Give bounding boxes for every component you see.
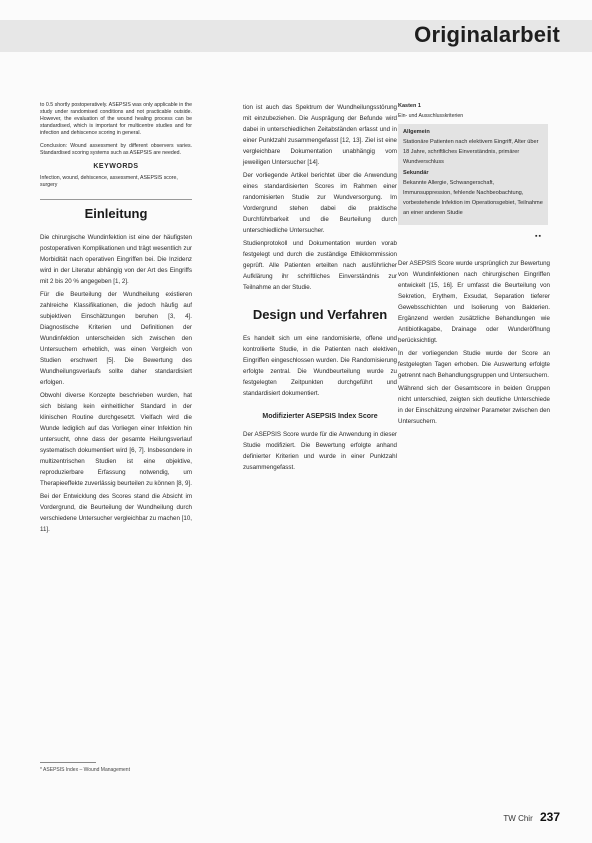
divider	[40, 199, 192, 200]
box-label: Kasten 1	[398, 103, 421, 109]
body-paragraph: Der ASEPSIS Score wurde für die Anwendung in dieser Studie modifiziert. Die Bewertung erfolgte anhand definierter Kriterien und wurde in einer Punktzahl zusammengefasst.	[243, 431, 397, 472]
body-paragraph: Während sich der Gesamtscore in beiden Gruppen nicht unterschied, zeigten sich deutliche Unterschiede in der Einschätzung einzelner Parameter zwischen den Untersuchern.	[398, 384, 550, 425]
body-paragraph: Der ASEPSIS Score wurde ursprünglich zur Bewertung von Wundinfektionen nach chirurgischen Eingriffen entwickelt [15, 16]. Er umfasst die Beurteilung von Sekretion, Erythem, Exsudat, Separation tieferer Gewebsschichten und Isolierung von Bakterien. Ergänzend werden zusätzliche Behandlungen wie Antibiotikagabe, Drainage oder Wunderöffnung berücksichtigt.	[398, 259, 550, 344]
column-middle	[243, 102, 397, 475]
box-heading: Sekundär	[403, 170, 429, 177]
middle-body	[243, 102, 397, 293]
footnote-rule	[40, 762, 96, 763]
body-paragraph: In der vorliegenden Studie wurde der Score an festgelegten Tagen erhoben. Die Auswertung erfolgte getrennt nach Behandlungsgruppen und Untersuchern.	[398, 349, 550, 379]
footnote: * ASEPSIS Index – Wound Management	[40, 767, 130, 773]
keywords-text: Infection, wound, dehiscence, assessment, ASEPSIS score, surgery	[40, 175, 178, 189]
page-footer	[503, 810, 560, 824]
column-right	[398, 102, 550, 429]
body-paragraph: Der vorliegende Artikel berichtet über die Anwendung eines standardisierten Scores im Rahmen einer randomisierten Studie zur Wundversorgung. Im Vordergrund stehen dabei die praktische Durchführbarkeit und die Beurteilung durch unterschiedliche Untersucher.	[243, 172, 397, 234]
box-caption: Ein- und Ausschlusskriterien	[398, 113, 464, 120]
einleitung-body	[40, 232, 192, 535]
body-paragraph: Für die Beurteilung der Wundheilung existieren zahlreiche Klassifikationen, die jedoch häufig auf subjektiven Einschätzungen beruhen [3, 4]. Diagnostische Kriterien und Definitionen der Wundinfektion unterscheiden sich zwischen den Untersuchern erheblich, was einen Vergleich von Studien erschwert [5]. Die Bewertung des Wundheilungsverlaufs sollte daher standardisiert erfolgen.	[40, 291, 192, 387]
box-heading: Allgemein	[403, 129, 430, 136]
body-paragraph: Obwohl diverse Konzepte beschrieben wurden, hat sich bislang kein einheitlicher Standard in der klinischen Routine durchgesetzt. Vielfach wird die Wunde lediglich auf das Vorliegen einer Infektion hin untersucht, ohne dass der gesamte Heilungsverlauf systematisch dokumentiert wird [6, 7]. Insbesondere in multizentrischen Studien ist eine objektive, reproduzierbare Erfassung notwendig, um Therapieeffekte zuverlässig beurteilen zu können [8, 9].	[40, 392, 192, 488]
criteria-box	[398, 124, 548, 225]
column-left	[40, 102, 192, 537]
body-paragraph: Die chirurgische Wundinfektion ist eine der häufigsten postoperativen Komplikationen und trägt wesentlich zur Morbidität nach operativen Eingriffen bei. Die Inzidenz wird in der Literatur abhängig von der Art des Eingriffs mit 2 bis 20 % angegeben [1, 2].	[40, 234, 192, 286]
section-title: Originalarbeit	[414, 22, 560, 47]
heading-einleitung: Einleitung	[84, 206, 148, 222]
body-paragraph: tion ist auch das Spektrum der Wundheilungsstörung mit einzubeziehen. Die Ausprägung der Befunde wird dabei in unterschiedlichen Zeitabständen erfasst und in einer Punktzahl zusammengefasst [12, 13]. Ziel ist eine vergleichbare Dokumentation unabhängig vom jeweiligen Untersucher [14].	[243, 104, 397, 166]
page-number: 237	[539, 810, 560, 824]
box-text: Stationäre Patienten nach elektivem Eingriff, Alter über 18 Jahre, schriftliches Einverständnis, primärer Wundverschluss	[403, 139, 539, 166]
keywords-heading: KEYWORDS	[93, 163, 139, 170]
separator-mark: ▪▪	[535, 233, 542, 241]
abstract-paragraph: to 0.5 shortly postoperatively. ASEPSIS was only applicable in the study under randomised conditions and not practicable outside. However, the evaluation of the wound healing process can be standardised, which is important for multicentre studies and for infection and dehiscence scoring in general.	[40, 102, 192, 136]
right-body	[398, 258, 550, 427]
design-body	[243, 333, 397, 399]
body-paragraph: Es handelt sich um eine randomisierte, offene und kontrollierte Studie, in die Patienten nach elektiven Eingriffen eingeschlossen wurden. Die Randomisierung erfolgte zentral. Die Wundbeurteilung wurde zu festgelegten Zeitpunkten durchgeführt und standardisiert dokumentiert.	[243, 335, 397, 398]
body-paragraph: Studienprotokoll und Dokumentation wurden vorab festgelegt und durch die zuständige Ethikkommission geprüft. Alle Patienten erteilten nach ausführlicher Aufklärung ihr schriftliches Einverständnis zur Teilnahme an der Studie.	[243, 240, 397, 291]
english-abstract	[40, 102, 192, 157]
abstract-paragraph: Conclusion: Wound assessment by different observers varies. Standardised scoring systems such as ASEPSIS are needed.	[40, 143, 192, 156]
journal-name: TW Chir	[503, 814, 533, 823]
heading-design: Design und Verfahren	[252, 307, 388, 322]
box-text: Bekannte Allergie, Schwangerschaft, Immunsuppression, fehlende Nachbeobachtung, vorbestehende Infektion im Operationsgebiet, Teilnahme an einer anderen Studie	[403, 180, 543, 217]
subheading-asepsis: Modifizierter ASEPSIS Index Score	[262, 413, 378, 421]
body-paragraph: Bei der Entwicklung des Scores stand die Absicht im Vordergrund, die Beurteilung der Wundheilung durch verschiedene Untersucher vergleichbar zu machen [10, 11].	[40, 493, 192, 534]
asepsis-body	[243, 429, 397, 473]
